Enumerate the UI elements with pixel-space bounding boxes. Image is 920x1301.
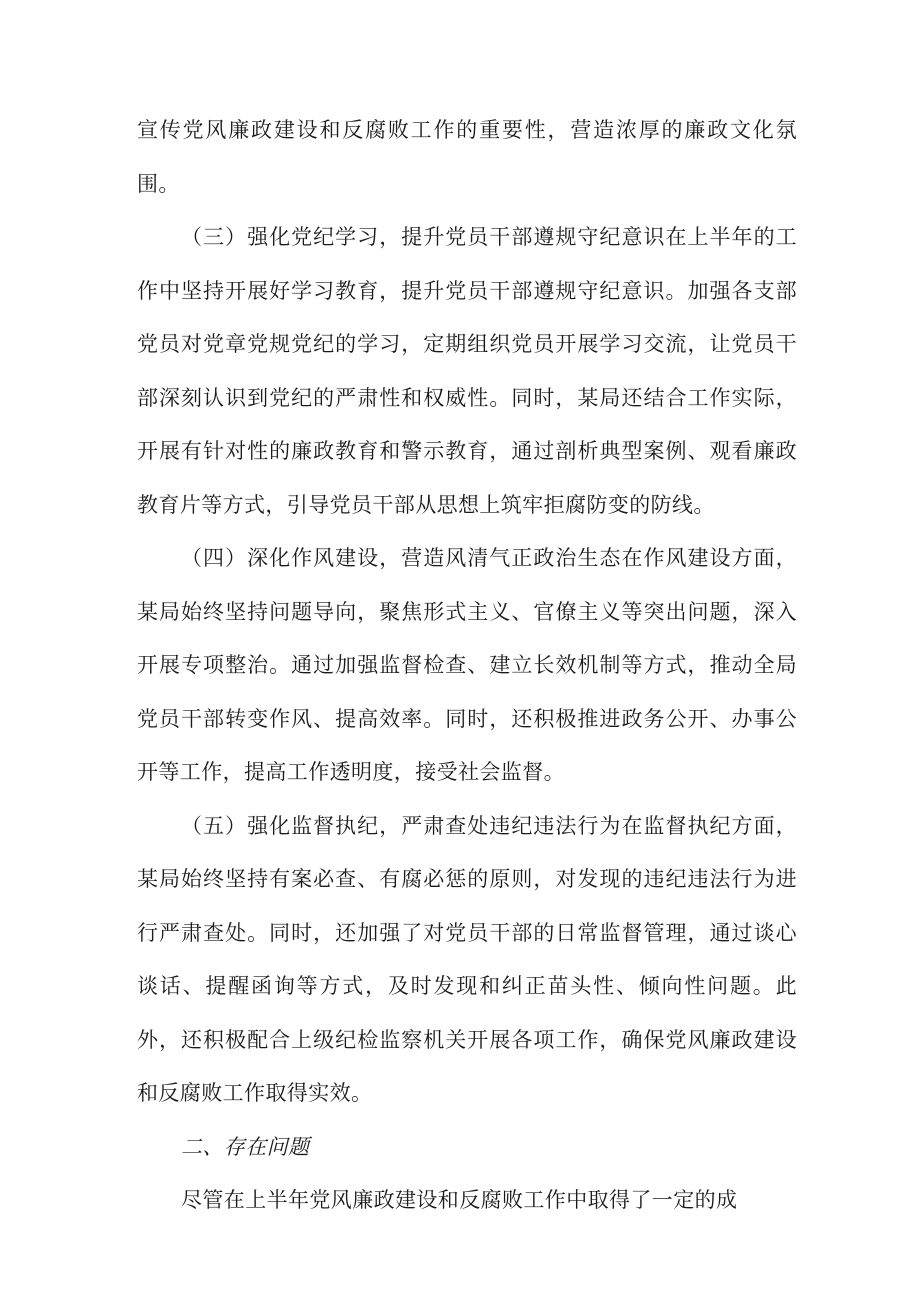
document-body — [137, 104, 797, 1228]
paragraph-problems-intro: 尽管在上半年党风廉政建设和反腐败工作中取得了一定的成 — [181, 1188, 738, 1212]
section-heading-problems: 二、存在问题 — [181, 1134, 310, 1159]
paragraph-section-4: （四）深化作风建设，营造风清气正政治生态在作风建设方面，某局始终坚持问题导向，聚焦形式主义、官僚主义等突出问题，深入开展专项整治。通过加强监督检查、建立长效机制等方式，推动全局党员干部转变作风、提高效率。同时，还积极推进政务公开、办事公开等工作，提高工作透明度，接受社会监督。 — [137, 546, 797, 784]
paragraph-continuation: 宣传党风廉政建设和反腐败工作的重要性，营造浓厚的廉政文化氛围。 — [137, 118, 797, 196]
paragraph-section-3: （三）强化党纪学习，提升党员干部遵规守纪意识在上半年的工作中坚持开展好学习教育，提升党员干部遵规守纪意识。加强各支部党员对党章党规党纪的学习，定期组织党员开展学习交流，让党员干部深刻认识到党纪的严肃性和权威性。同时，某局还结合工作实际，开展有针对性的廉政教育和警示教育，通过剖析典型案例、观看廉政教育片等方式，引导党员干部从思想上筑牢拒腐防变的防线。 — [137, 225, 797, 517]
paragraph-section-5: （五）强化监督执纪，严肃查处违纪违法行为在监督执纪方面，某局始终坚持有案必查、有腐必惩的原则，对发现的违纪违法行为进行严肃查处。同时，还加强了对党员干部的日常监督管理，通过谈心谈话、提醒函询等方式，及时发现和纠正苗头性、倾向性问题。此外，还积极配合上级纪检监察机关开展各项工作，确保党风廉政建设和反腐败工作取得实效。 — [137, 813, 797, 1105]
